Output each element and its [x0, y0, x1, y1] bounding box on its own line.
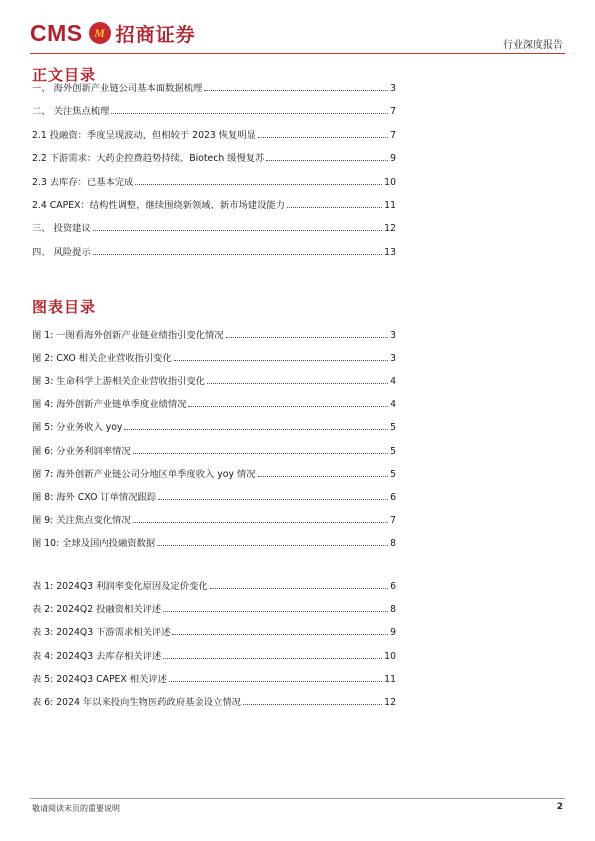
- contents-entry-page: 7: [390, 106, 396, 118]
- figures-entry-title: 图 5: 分业务收入 yoy: [32, 422, 123, 434]
- tables-entry-title: 表 5: 2024Q3 CAPEX 相关评述: [32, 673, 167, 685]
- dot-leader: [133, 453, 388, 454]
- contents-entry-page: 10: [384, 176, 396, 188]
- contents-entry-page: 13: [384, 246, 396, 258]
- tables-entry-page: 12: [384, 697, 396, 708]
- figures-entry-page: 5: [390, 422, 396, 434]
- figures-entry-page: 3: [390, 330, 396, 341]
- logo-chinese-text: 招商证券: [115, 23, 196, 46]
- contents-entry-title: 2.1 投融资：季度呈现波动，但相较于 2023 恢复明显: [32, 129, 256, 141]
- dot-leader: [204, 90, 388, 91]
- contents-entry[interactable]: [32, 220, 396, 234]
- figures-entry-title: 图 6: 分业务利润率情况: [32, 445, 131, 457]
- report-type-label: 行业深度报告: [503, 40, 563, 51]
- figures-entry[interactable]: [32, 512, 396, 526]
- contents-entry[interactable]: [32, 150, 396, 164]
- figures-title: 图表目录: [32, 298, 97, 316]
- tables-entry-page: 9: [390, 627, 396, 639]
- tables-entry-title: 表 2: 2024Q2 投融资相关评述: [32, 604, 162, 616]
- contents-entry-title: 一、 海外创新产业链公司基本面数据梳理: [32, 83, 203, 94]
- tables-entry-page: 6: [390, 581, 396, 592]
- contents-title: 正文目录: [32, 66, 97, 84]
- dot-leader: [172, 634, 388, 635]
- contents-entry-title: 三、 投资建议: [32, 223, 91, 235]
- dot-leader: [207, 383, 388, 384]
- figures-entry[interactable]: [32, 489, 396, 503]
- contents-entry-title: 2.4 CAPEX：结构性调整，继续围绕新领域、新市场建设能力: [32, 200, 285, 211]
- figures-entry-page: 8: [390, 537, 396, 549]
- figures-entry-title: 图 8: 海外 CXO 订单情况跟踪: [32, 491, 157, 503]
- figures-entry-title: 图 9: 关注焦点变化情况: [32, 514, 131, 526]
- contents-entry[interactable]: [32, 127, 396, 141]
- contents-entry-page: 3: [390, 83, 396, 94]
- dot-leader: [258, 137, 388, 138]
- figures-entry-title: 图 3: 生命科学上游相关企业营收指引变化: [32, 376, 206, 388]
- dot-leader: [93, 230, 382, 231]
- figures-entry[interactable]: [32, 373, 396, 387]
- tables-entry-page: 10: [384, 650, 396, 662]
- tables-entry-title: 表 4: 2024Q3 去库存相关评述: [32, 650, 162, 662]
- tables-entry[interactable]: [32, 694, 396, 708]
- tables-entry[interactable]: [32, 648, 396, 662]
- dot-leader: [163, 658, 382, 659]
- contents-entry-title: 四、 风险提示: [32, 246, 91, 258]
- figures-entry-title: 图 10: 全球及国内投融资数据: [32, 537, 156, 549]
- tables-entry-title: 表 1: 2024Q3 利润率变化原因及定价变化: [32, 581, 208, 592]
- tables-entry-page: 8: [390, 604, 396, 616]
- contents-entry-page: 7: [390, 129, 396, 141]
- figures-entry-page: 4: [390, 376, 396, 388]
- figures-entry[interactable]: [32, 396, 396, 410]
- tables-entry[interactable]: [32, 624, 396, 638]
- tables-entry-title: 表 3: 2024Q3 下游需求相关评述: [32, 627, 171, 639]
- dot-leader: [111, 113, 388, 114]
- figures-entry[interactable]: [32, 327, 396, 341]
- figures-entry-title: 图 7: 海外创新产业链公司分地区单季度收入 yoy 情况: [32, 468, 256, 480]
- dot-leader: [210, 588, 388, 589]
- page-header: [0, 0, 595, 56]
- dot-leader: [287, 207, 382, 208]
- figures-entry[interactable]: [32, 535, 396, 549]
- page-number: 2: [556, 802, 563, 812]
- dot-leader: [266, 160, 388, 161]
- contents-entry[interactable]: [32, 80, 396, 94]
- tables-entry-title: 表 6: 2024 年以来投向生物医药政府基金设立情况: [32, 697, 241, 708]
- tables-entry[interactable]: [32, 601, 396, 615]
- dot-leader: [226, 337, 388, 338]
- tables-entry-page: 11: [384, 673, 396, 685]
- figures-entry-page: 3: [390, 353, 396, 365]
- dot-leader: [243, 704, 382, 705]
- dot-leader: [124, 429, 388, 430]
- figures-entry-title: 图 4: 海外创新产业链单季度业绩情况: [32, 399, 187, 411]
- contents-entry-title: 二、 关注焦点梳理: [32, 106, 110, 118]
- dot-leader: [93, 254, 382, 255]
- cms-logo: [30, 18, 196, 48]
- figures-entry-page: 6: [390, 491, 396, 503]
- figures-entry[interactable]: [32, 350, 396, 364]
- logo-cms-text: CMS: [30, 19, 83, 46]
- logo-emblem-icon: M: [89, 22, 111, 44]
- contents-entry[interactable]: [32, 197, 396, 211]
- dot-leader: [174, 360, 388, 361]
- contents-entry-title: 2.2 下游需求：大药企控费趋势持续、Biotech 缓慢复苏: [32, 153, 265, 165]
- dot-leader: [169, 681, 382, 682]
- contents-entry[interactable]: [32, 174, 396, 188]
- contents-entry-page: 11: [384, 200, 396, 211]
- figures-entry-page: 7: [390, 514, 396, 526]
- figures-entry-page: 5: [390, 445, 396, 457]
- contents-entry-title: 2.3 去库存：已基本完成: [32, 176, 134, 188]
- figures-entry-page: 4: [390, 399, 396, 411]
- contents-entry-page: 9: [390, 153, 396, 165]
- dot-leader: [157, 545, 388, 546]
- header-divider: [30, 53, 565, 54]
- figures-entry-title: 图 1: 一图看海外创新产业链业绩指引变化情况: [32, 330, 224, 341]
- dot-leader: [133, 522, 388, 523]
- contents-entry[interactable]: [32, 244, 396, 258]
- tables-entry[interactable]: [32, 578, 396, 592]
- dot-leader: [158, 499, 388, 500]
- footer-divider: [30, 798, 565, 799]
- figures-entry-page: 5: [390, 468, 396, 480]
- contents-entry-page: 12: [384, 223, 396, 235]
- figures-entry[interactable]: [32, 466, 396, 480]
- dot-leader: [135, 184, 382, 185]
- dot-leader: [258, 476, 389, 477]
- figures-entry-title: 图 2: CXO 相关企业营收指引变化: [32, 353, 172, 365]
- dot-leader: [188, 406, 388, 407]
- tables-entry[interactable]: [32, 671, 396, 685]
- contents-entry[interactable]: [32, 103, 396, 117]
- figures-entry[interactable]: [32, 419, 396, 433]
- footer-disclaimer: 敬请阅读末页的重要说明: [32, 804, 120, 813]
- figures-entry[interactable]: [32, 443, 396, 457]
- dot-leader: [163, 611, 388, 612]
